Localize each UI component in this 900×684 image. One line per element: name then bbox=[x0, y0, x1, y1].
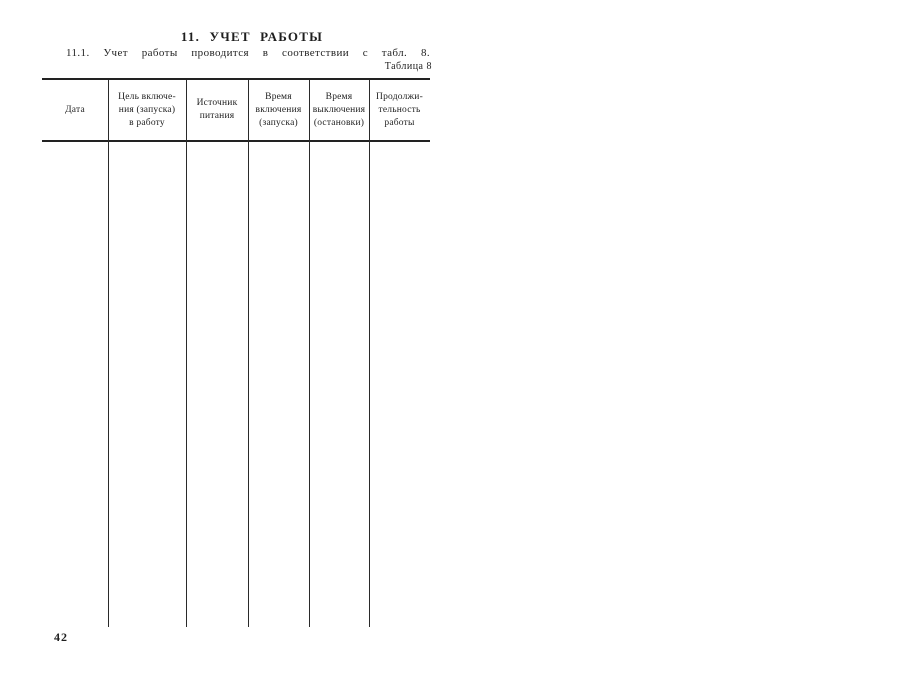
column-header-line: ния (запуска) bbox=[118, 104, 176, 115]
intro-paragraph: 11.1. Учет работы проводится в соответствии с табл. 8. bbox=[66, 47, 430, 59]
column-header-line: Источник bbox=[196, 98, 238, 108]
column-header-line: Цель включе- bbox=[118, 91, 176, 102]
section-title: 11. УЧЕТ РАБОТЫ bbox=[180, 29, 324, 44]
table-rule-vertical bbox=[108, 80, 109, 627]
column-header-line: тельность bbox=[378, 104, 421, 115]
column-header-line: Дата bbox=[65, 104, 85, 115]
table-rule-vertical bbox=[369, 80, 370, 627]
column-header-line: питания bbox=[199, 111, 235, 121]
column-header-line: включения bbox=[255, 104, 302, 115]
column-header-line: в работу bbox=[129, 117, 165, 128]
column-header-duration bbox=[369, 80, 430, 140]
table-caption: Таблица 8 bbox=[384, 61, 432, 72]
column-header-power-source bbox=[186, 80, 248, 140]
table-rule-vertical bbox=[186, 80, 187, 627]
column-header-purpose bbox=[108, 80, 186, 140]
column-header-line: выключения bbox=[312, 104, 366, 115]
column-header-line: работы bbox=[384, 117, 415, 128]
page-number: 42 bbox=[54, 630, 68, 644]
table-header-row bbox=[42, 80, 430, 142]
work-log-table bbox=[42, 78, 430, 629]
table-rule-vertical bbox=[309, 80, 310, 627]
column-header-line: Время bbox=[265, 91, 292, 102]
column-header-switch-off-time bbox=[309, 80, 369, 140]
column-header-line: Продолжи- bbox=[376, 91, 423, 102]
column-header-line: Время bbox=[325, 91, 353, 102]
column-header-date bbox=[42, 80, 108, 140]
column-header-line: (остановки) bbox=[313, 117, 365, 128]
column-header-line: (запуска) bbox=[259, 117, 298, 128]
column-header-switch-on-time bbox=[248, 80, 309, 140]
table-rule-vertical bbox=[248, 80, 249, 627]
